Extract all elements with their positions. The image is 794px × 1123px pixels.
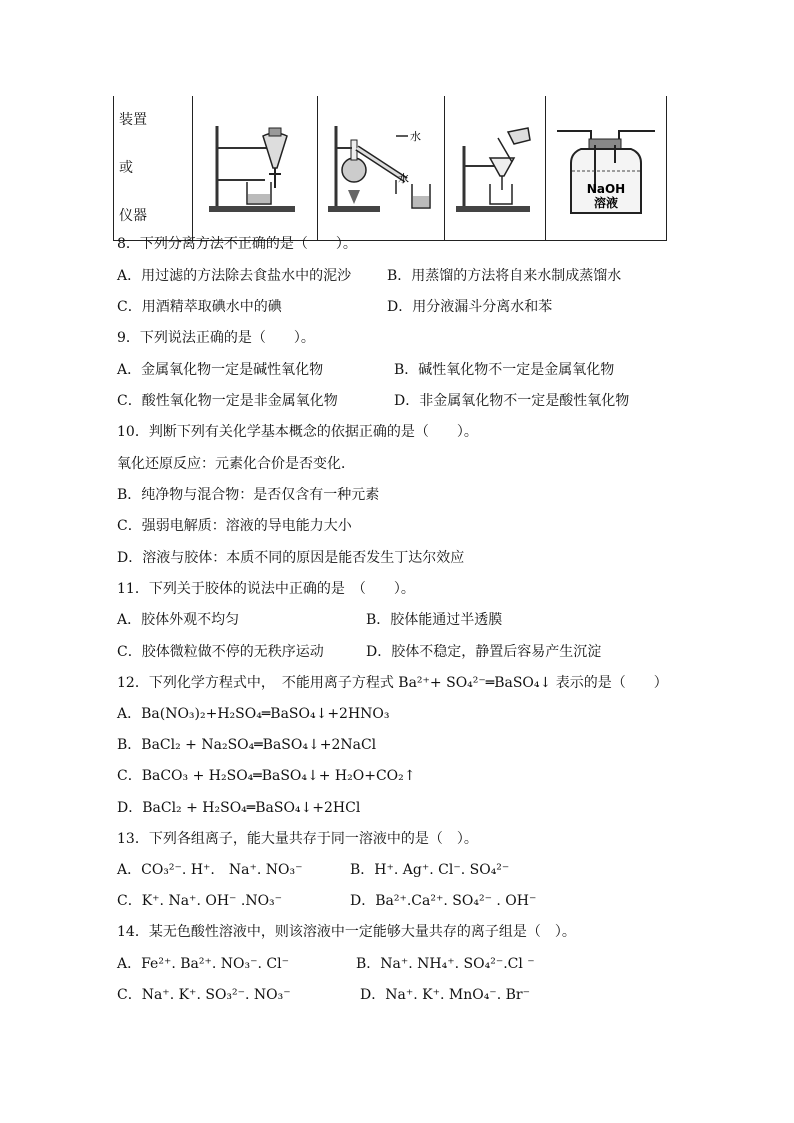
q13-option-c: C．K⁺. Na⁺. OH⁻ .NO₃⁻ bbox=[117, 893, 283, 909]
filtration-apparatus-icon bbox=[452, 118, 538, 218]
q11-option-d: D．胶体不稳定，静置后容易产生沉淀 bbox=[366, 644, 602, 660]
q11-option-b: B．胶体能通过半透膜 bbox=[366, 612, 503, 628]
q10-option-b: B．纯净物与混合物：是否仅含有一种元素 bbox=[117, 487, 380, 503]
q10-option-c: C．强弱电解质：溶液的导电能力大小 bbox=[117, 518, 352, 534]
q8-option-c: C．用酒精萃取碘水中的碘 bbox=[117, 299, 282, 315]
water-label-2: 水 bbox=[398, 172, 409, 185]
label-line-2: 或 bbox=[119, 160, 133, 176]
q8-option-d: D．用分液漏斗分离水和苯 bbox=[387, 299, 553, 315]
q14-option-b: B．Na⁺. NH₄⁺. SO₄²⁻.Cl ⁻ bbox=[356, 956, 535, 972]
q9-stem: 9．下列说法正确的是（ ）。 bbox=[117, 330, 315, 346]
apparatus-table bbox=[113, 96, 667, 241]
q12-stem-pre: 12．下列化学方程式中， 不能用离子方程式 bbox=[117, 675, 394, 691]
gas-washing-bottle-icon bbox=[551, 113, 661, 223]
q12-stem-post: 表示的是（ ） bbox=[555, 675, 668, 691]
q11-option-a: A．胶体外观不均匀 bbox=[117, 612, 240, 628]
q12-option-c: C．BaCO₃ + H₂SO₄═BaSO₄↓+ H₂O+CO₂↑ bbox=[117, 768, 416, 784]
q12-option-d: D．BaCl₂ + H₂SO₄═BaSO₄↓+2HCl bbox=[117, 800, 361, 816]
q14-stem: 14．某无色酸性溶液中，则该溶液中一定能够大量共存的离子组是（ ）。 bbox=[117, 924, 576, 940]
naoh-label: NaOH bbox=[586, 182, 626, 196]
q10-option-a: 氧化还原反应：元素化合价是否变化． bbox=[117, 456, 355, 472]
label-line-1: 装置 bbox=[119, 112, 147, 128]
q13-option-d: D．Ba²⁺.Ca²⁺. SO₄²⁻ . OH⁻ bbox=[350, 893, 537, 909]
q12-stem-equation: Ba²⁺+ SO₄²⁻═BaSO₄↓ bbox=[398, 675, 552, 691]
q8-stem: 8．下列分离方法不正确的是（ ）。 bbox=[117, 236, 357, 252]
q13-option-a: A．CO₃²⁻. H⁺. Na⁺. NO₃⁻ bbox=[117, 862, 303, 878]
filtration-cell bbox=[445, 96, 546, 241]
q8-option-b: B．用蒸馏的方法将自来水制成蒸馏水 bbox=[387, 268, 622, 284]
q12-option-a: A．Ba(NO₃)₂+H₂SO₄═BaSO₄↓+2HNO₃ bbox=[117, 706, 390, 722]
label-line-3: 仪器 bbox=[119, 208, 147, 224]
q12-option-b: B．BaCl₂ + Na₂SO₄═BaSO₄↓+2NaCl bbox=[117, 737, 377, 753]
water-label: 水 bbox=[410, 130, 421, 143]
q10-option-d: D．溶液与胶体：本质不同的原因是能否发生丁达尔效应 bbox=[117, 550, 465, 566]
q9-option-b: B．碱性氧化物不一定是金属氧化物 bbox=[394, 362, 615, 378]
q14-option-c: C．Na⁺. K⁺. SO₃²⁻. NO₃⁻ bbox=[117, 987, 291, 1003]
q13-stem: 13．下列各组离子，能大量共存于同一溶液中的是（ ）。 bbox=[117, 831, 478, 847]
q11-stem: 11．下列关于胶体的说法中正确的是 （ ）。 bbox=[117, 581, 415, 597]
separatory-funnel-cell bbox=[193, 96, 318, 241]
q9-option-a: A．金属氧化物一定是碱性氧化物 bbox=[117, 362, 324, 378]
q14-option-d: D．Na⁺. K⁺. MnO₄⁻. Br⁻ bbox=[360, 987, 530, 1003]
q14-option-a: A．Fe²⁺. Ba²⁺. NO₃⁻. Cl⁻ bbox=[117, 956, 289, 972]
gas-washing-bottle-cell bbox=[546, 96, 667, 241]
distillation-apparatus-icon bbox=[326, 118, 436, 218]
q13-option-b: B．H⁺. Ag⁺. Cl⁻. SO₄²⁻ bbox=[350, 862, 510, 878]
q11-option-c: C．胶体微粒做不停的无秩序运动 bbox=[117, 644, 324, 660]
q9-option-c: C．酸性氧化物一定是非金属氧化物 bbox=[117, 393, 338, 409]
apparatus-row-label bbox=[114, 96, 193, 241]
separatory-funnel-icon bbox=[205, 118, 305, 218]
q9-option-d: D．非金属氧化物不一定是酸性氧化物 bbox=[394, 393, 630, 409]
distillation-cell bbox=[318, 96, 445, 241]
q10-stem: 10．判断下列有关化学基本概念的依据正确的是（ ）。 bbox=[117, 424, 478, 440]
q12-stem bbox=[117, 673, 668, 693]
solution-label: 溶液 bbox=[593, 196, 619, 210]
q8-option-a: A．用过滤的方法除去食盐水中的泥沙 bbox=[117, 268, 352, 284]
